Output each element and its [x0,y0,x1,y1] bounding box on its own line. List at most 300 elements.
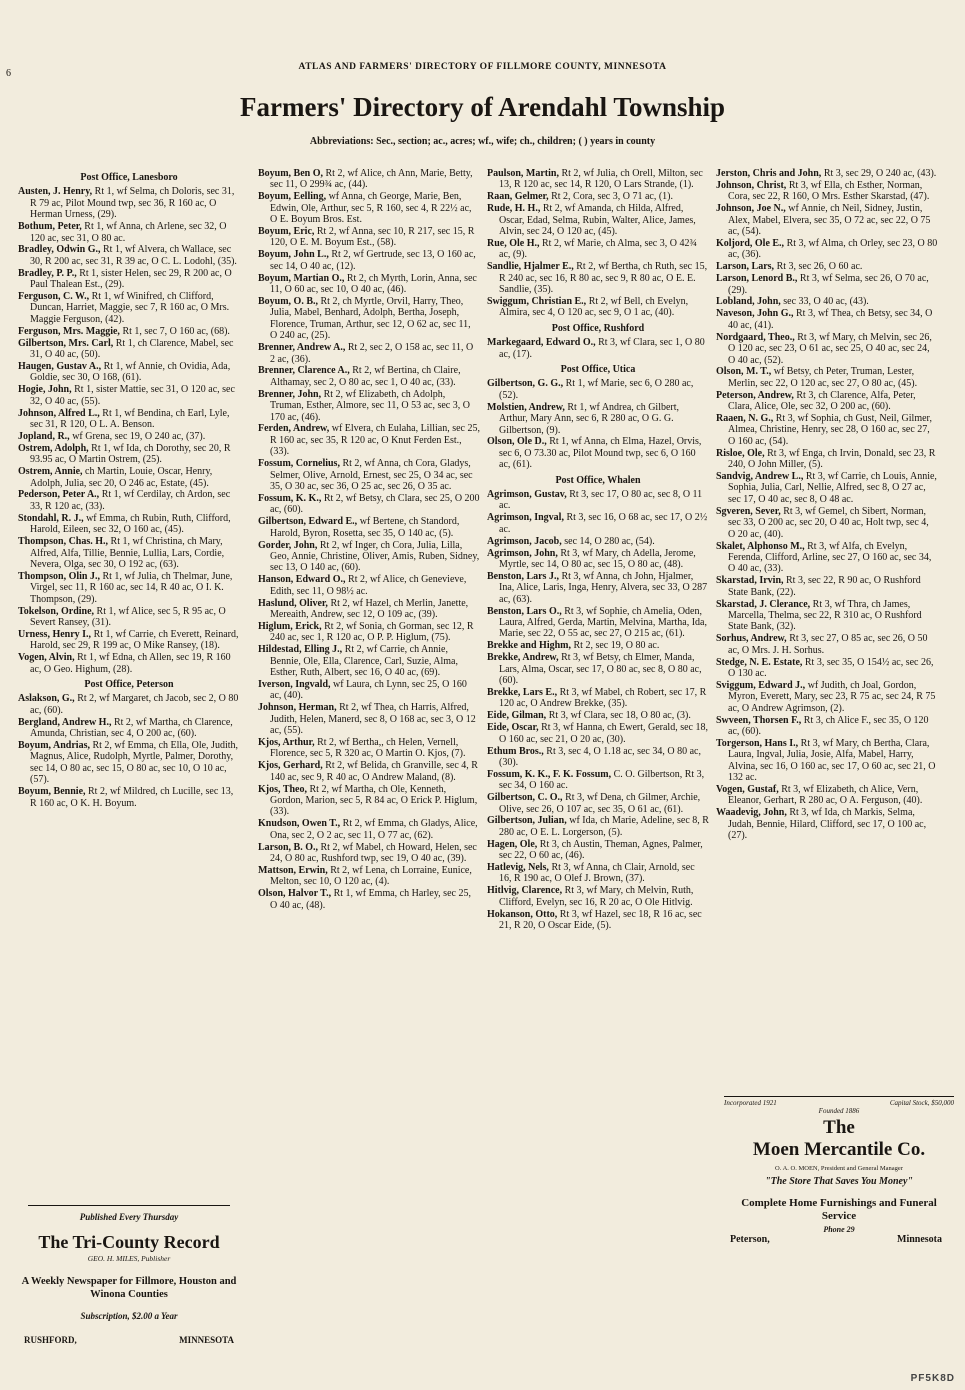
entry-details: Rt 2, wf Emma, ch Gladys, Alice, Ona, sec 2, O 2 ac, sec 11, O 77 ac, (62). [270,818,478,841]
entry-details: Rt 3, wf Sophia, ch Gust, Neil, Gilmer, Almea, Christine, Henry, sec 28, O 160 ac, sec 27, O 160 ac, (54). [728,413,932,447]
directory-entry [487,168,709,191]
entry-name: Rue, Ole H., [487,237,540,249]
entry-name: Gilbertson, Julian, [487,815,567,827]
entry-details: Rt 2, wf Julia, ch Orell, Milton, sec 13, R 120 ac, sec 14, R 120, O Lars Strande, (1). [499,168,703,191]
entry-name: Ferguson, Mrs. Maggie, [18,325,120,337]
entry-name: Boyum, Bennie, [18,786,86,798]
entry-details: Rt 1, wf Marie, sec 6, O 280 ac, (52). [499,378,694,401]
entry-details: Rt 2, wf Bertha,, ch Helen, Vernell, Florence, sec 5, R 320 ac, O Martin O. Kjos, (7). [270,736,466,760]
entry-details: Rt 3, wf Hazel, sec 18, R 16 ac, sec 21, R 20, O Oscar Eide, (5). [499,908,702,932]
entry-name: Fossum, K. K., F. K. Fossum, [487,768,612,780]
entry-details: Rt 2, wf Mabel, ch Howard, Helen, sec 24, O 80 ac, Rushford twp, sec 19, O 40 ac, (39). [270,841,477,864]
entry-name: Thompson, Olin J., [18,570,100,582]
ad-phone: Phone 29 [823,1225,855,1234]
entry-name: Brenner, Clarence A., [258,365,350,377]
entry-details: Rt 3, wf Ida, ch Markis, Selma, Judah, Bennie, Hilard, Clifford, sec 17, O 100 ac, (27). [728,807,927,842]
entry-details: Rt 1, sister Mattie, sec 31, O 120 ac, sec 32, O 40 ac, (55). [30,384,235,407]
directory-entry [18,408,240,431]
entry-name: Larson, Lars, [716,261,775,273]
entry-details: wf Anna, ch George, Marie, Ben, Edwin, Ole, Arthur, sec 5, R 160, sec 4, R 22½ ac, O E. Boyum Bros. Est. [270,191,472,226]
entry-details: Rt 3, sec 27, O 85 ac, sec 26, O 50 ac, O Mrs. J. H. Sorhus. [728,633,928,656]
directory-entry [18,489,240,512]
entry-details: Rt 1, ch Clarence, Mabel, sec 31, O 40 ac, (50). [30,337,234,361]
directory-entry [487,640,709,651]
directory-entry [258,818,480,841]
entry-name: Brenner, Andrew A., [258,342,346,354]
directory-entry [487,909,709,932]
entry-name: Bergland, Andrew H., [18,716,112,728]
post-office-heading: Post Office, Utica [560,364,636,375]
entry-name: Koljord, Ole E., [716,237,785,249]
ad-meta-line [724,1099,954,1107]
entry-name: Boyum, John L., [258,249,329,261]
entry-name: Markegaard, Edward O., [487,337,596,349]
entry-details: Rt 3, ch Alice F., sec 35, O 120 ac, (60). [728,714,929,737]
entry-details: Rt 3, wf Clara, sec 18, O 80 ac, (3). [546,710,691,722]
directory-entry [716,680,938,714]
entry-name: Ferden, Andrew, [258,423,330,435]
entry-details: Rt 2, wf Bertha, ch Ruth, sec 15, R 240 ac, sec 16, R 80 ac, sec 9, R 80 ac, O E. E. Sandlie, (35). [499,261,708,296]
entry-name: Johnson, Alfred L., [18,407,100,419]
entry-name: Rude, H. H., [487,203,541,215]
directory-entry [18,244,240,267]
entry-name: Hagen, Ole, [487,838,538,850]
directory-entry [487,296,709,319]
entry-name: Kjos, Gerhard, [258,760,323,772]
entry-details: Rt 3, sec 4, O 1.18 ac, sec 34, O 80 ac, (30). [499,745,701,768]
directory-column-2 [258,168,480,1338]
entry-details: ch Martin, Louie, Oscar, Henry, Adolph, Julia, sec 20, O 246 ac, Estate, (45). [30,466,213,489]
ad-incorporated: Incorporated 1921 [724,1099,777,1107]
entry-name: Haugen, Gustav A., [18,361,102,372]
directory-entry [258,516,480,539]
directory-entry [487,687,709,710]
ad-location [18,1335,240,1345]
directory-entry [487,238,709,261]
entry-details: wf Judith, ch Joal, Gordon, Myron, Everett, Mary, sec 23, R 75 ac, sec 24, R 75 ac, O Andrew Agrimson, (2). [728,679,936,714]
directory-entry [716,261,938,272]
entry-name: Knudson, Owen T., [258,818,341,830]
entry-details: Rt 3, wf Betsy, ch Elmer, Manda, Lars, Alma, Oscar, sec 17, O 80 ac, sec 8, O 80 ac, (60). [499,652,702,687]
entry-name: Sorhus, Andrew, [716,633,787,645]
directory-entry [487,261,709,295]
entry-details: Rt 3, wf Mary, ch Adella, Jerome, Myrtle, sec 14, O 80 ac, sec 15, O 80 ac, (48). [499,547,696,570]
directory-entry [258,865,480,888]
directory-entry [18,291,240,325]
entry-name: Aslakson, G., [18,693,75,705]
entry-name: Hitlvig, Clarence, [487,885,563,897]
entry-name: Skalet, Alphonso M., [716,540,805,552]
ad-rule [28,1205,230,1206]
entry-details: wf Elvera, ch Eulaha, Lillian, sec 25, R 160 ac, sec 35, R 120 ac, O Knut Ferden Est., (33). [270,423,480,458]
entry-name: Swiggum, Christian E., [487,295,587,307]
entry-name: Skarstad, J. Clerance, [716,598,811,610]
entry-details: Rt 2, wf Lena, ch Lorraine, Eunice, Melton, sec 10, O 120 ac, (4). [270,864,472,888]
directory-entry [258,249,480,272]
running-head: ATLAS AND FARMERS' DIRECTORY OF FILLMORE COUNTY, MINNESOTA [298,62,667,72]
entry-details: Rt 3, sec 17, O 80 ac, sec 8, O 11 ac. [499,489,703,512]
entry-details: Rt 3, wf Gemel, ch Sibert, Norman, sec 33, O 200 ac, sec 20, O 40 ac, Holt twp, sec 4, O 20 ac, (40). [728,505,929,540]
directory-entry [258,296,480,342]
entry-details: Rt 2, wf Mildred, ch Lucille, sec 13, R 160 ac, O K. H. Boyum. [30,786,234,809]
directory-entry [258,888,480,911]
entry-name: Olson, Halvor T., [258,888,332,900]
directory-entry [18,717,240,740]
directory-entry [258,842,480,865]
directory-entry [487,191,709,202]
entry-name: Pederson, Peter A., [18,489,100,501]
directory-entry [716,471,938,505]
directory-entry [716,715,938,738]
entry-details: Rt 1, wf Ida, ch Dorothy, sec 20, R 93.95 ac, O Martin Ostrem, (25). [30,442,231,466]
directory-entry [716,448,938,471]
directory-entry [258,423,480,457]
directory-entry [716,203,938,237]
directory-entry [487,512,709,535]
ad-firm-name: Moen Mercantile Co. [752,1139,926,1160]
entry-details: Rt 2, wf Bertina, ch Claire, Althamay, sec 2, O 80 ac, sec 1, O 40 ac, (33). [270,365,461,388]
entry-name: Gilbertson, G. G., [487,378,564,390]
entry-details: wf Grena, sec 19, O 240 ac, (37). [69,430,206,442]
entry-name: Boyum, Eelling, [258,191,327,203]
entry-name: Naveson, John G., [716,308,794,320]
directory-entry [487,862,709,885]
entry-name: Bradley, Odwin G., [18,244,101,256]
entry-name: Brekke, Lars E., [487,686,558,698]
entry-details: Rt 1, wf Selma, ch Doloris, sec 31, R 79 ac, Pilot Mound twp, sec 36, R 160 ac, O Herman Urness, (29). [30,186,235,221]
entry-details: Rt 1, wf Alvera, ch Wallace, sec 30, R 200 ac, sec 31, R 39 ac, O C. L. Lodohl, (35). [30,244,237,267]
moen-mercantile-ad [724,1096,954,1245]
entry-name: Boyum, Ben O, [258,168,324,179]
page-title: Farmers' Directory of Arendahl Township [239,92,725,122]
directory-entry [258,679,480,702]
directory-entry [18,268,240,291]
entry-details: Rt 3, ch Austin, Theman, Agnes, Palmer, sec 22, O 60 ac, (46). [499,838,703,862]
entry-name: Olson, Ole D., [487,436,547,448]
directory-entry [258,342,480,365]
directory-column-1 [18,168,240,1338]
entry-details: wf Bertene, ch Standord, Harold, Byron, Rosetta, sec 35, O 140 ac, (5). [270,516,460,539]
entry-details: Rt 2, wf Alice, ch Genevieve, Edith, sec 11, O 98½ ac. [270,574,467,597]
entry-details: Rt 3, wf Ella, ch Esther, Norman, Cora, sec 22, R 160, O Mrs. Esther Skarstad, (47). [728,179,930,203]
entry-details: wf Annie, ch Neil, Sidney, Justin, Alex, Mabel, Elvera, sec 35, O 72 ac, sec 22, O 75 ac, (54). [728,203,931,238]
entry-name: Tokelson, Ordine, [18,605,95,617]
entry-details: Rt 3, wf Selma, sec 26, O 70 ac, (29). [728,273,929,296]
directory-entry [716,180,938,203]
entry-details: Rt 2, wf Inger, ch Cora, Julia, Lilla, Geo, Annie, Christine, Oliver, Amis, Ruben, Sidney, sec 13, O 140 ac, (60). [270,539,480,574]
entry-details: Rt 1, wf Carrie, ch Everett, Reinard, Harold, sec 29, R 199 ac, O Mike Ransey, (18). [30,628,239,652]
entry-name: Eide, Gilman, [487,710,547,722]
directory-entry [258,702,480,736]
entry-name: Larson, B. O., [258,841,319,853]
directory-entry [716,273,938,296]
entry-name: Sviggum, Edward J., [716,679,806,691]
entry-details: Rt 2, Cora, sec 3, O 71 ac, (1). [548,191,673,203]
directory-entry [716,657,938,680]
directory-entry [487,489,709,512]
entry-name: Agrimson, Ingval, [487,512,564,524]
directory-entry [716,238,938,261]
directory-entry [487,769,709,792]
page-number: 6 [6,68,11,79]
entry-name: Hanson, Edward O., [258,574,346,586]
entry-name: Agrimson, Jacob, [487,535,562,547]
entry-name: Waadevig, John, [716,807,787,819]
entry-details: Rt 2, wf Martha, ch Clarence, Amunda, Christian, sec 4, O 200 ac, (60). [30,716,233,740]
entry-name: Johnson, Herman, [258,702,337,714]
directory-entry [716,633,938,656]
directory-entry [487,839,709,862]
directory-entry [258,273,480,296]
directory-entry [716,784,938,807]
entry-name: Swveen, Thorsen F., [716,714,802,726]
ad-location [724,1234,954,1245]
directory-entry [18,186,240,220]
entry-name: Skarstad, Irvin, [716,575,784,587]
ad-slogan: "The Store That Saves You Money" [765,1176,913,1187]
entry-name: Austen, J. Henry, [18,186,93,198]
entry-name: Agrimson, John, [487,547,558,559]
directory-entry [487,746,709,769]
directory-entry [18,443,240,466]
directory-entry [258,458,480,492]
entry-details: Rt 3, wf Elizabeth, ch Alice, Vern, Eleanor, Gerhart, R 280 ac, O A. Ferguson, (40). [728,784,923,807]
entry-name: Boyum, O. B., [258,295,319,307]
directory-entry [258,737,480,760]
directory-entry [487,792,709,815]
entry-name: Boyum, Martian O., [258,272,345,284]
directory-entry [18,431,240,442]
directory-entry [716,807,938,841]
entry-details: Rt 2, ch Myrtle, Orvil, Harry, Theo, Julia, Mabel, Benhard, Adolph, Bertha, Joseph, Florence, Truman, Arthur, sec 12, O 62 ac, sec 11, O 240 ac, (25). [270,295,471,342]
directory-entry [716,390,938,413]
entry-name: Stondahl, R. J., [18,512,84,524]
entry-details: Rt 2, wf Thea, ch Harris, Alfred, Judith, Helen, Manerd, sec 8, O 168 ac, sec 3, O 12 ac, (55). [270,702,476,736]
entry-name: Hildestad, Elling J., [258,644,343,656]
entry-name: Jerston, Chris and John, [716,168,822,179]
ad-paper-name: The Tri-County Record [38,1232,220,1252]
entry-name: Mattson, Erwin, [258,864,328,876]
entry-name: Raan, Gelmer, [487,191,549,203]
directory-entry [716,296,938,307]
entry-details: Rt 1, wf Christina, ch Mary, Alfred, Alfa, Tillie, Bennie, Lullia, Lars, Cordie, Nevera, Olga, sec 30, O 192 ac, (63). [30,536,225,570]
directory-entry [487,815,709,838]
directory-entry [716,168,938,179]
entry-details: Rt 3, sec 35, O 154½ ac, sec 26, O 130 ac. [728,656,934,679]
entry-name: Hatlevig, Nels, [487,862,549,874]
entry-name: Kjos, Arthur, [258,736,315,748]
entry-name: Lobland, John, [716,296,781,308]
entry-name: Agrimson, Gustav, [487,489,567,501]
ad-furnishings: Complete Home Furnishings and Funeral Service [741,1197,937,1222]
directory-entry [487,606,709,640]
entry-details: sec 14, O 280 ac, (54). [561,535,655,547]
directory-entry [258,191,480,225]
entry-name: Stedge, N. E. Estate, [716,656,803,668]
entry-details: Rt 3, wf Clara, sec 1, O 80 ac, (17). [499,337,705,360]
directory-entry [258,365,480,388]
directory-entry [18,384,240,407]
ad-rule [724,1096,954,1097]
entry-details: Rt 3, wf Mary, ch Melvin, sec 26, O 120 ac, sec 23, O 61 ac, sec 25, O 40 ac, sec 24, O 40 ac, (52). [728,331,932,366]
directory-column-3 [487,168,709,1338]
ad-published-line: Published Every Thursday [79,1212,179,1222]
directory-entry [716,413,938,447]
entry-name: Sandlie, Hjalmer E., [487,261,574,273]
directory-entry [487,378,709,401]
entry-details: Rt 3, wf Hanna, ch Ewert, Gerald, sec 18, O 160 ac, sec 21, O 20 ac, (30). [499,722,708,745]
entry-details: Rt 2, sec 2, O 158 ac, sec 11, O 2 ac, (36). [270,342,474,365]
entry-name: Sgveren, Sever, [716,505,781,517]
post-office-heading: Post Office, Lanesboro [80,172,178,183]
ad-city: Peterson, [730,1234,770,1245]
directory-entry [258,760,480,783]
ad-city: RUSHFORD, [24,1335,77,1345]
entry-details: Rt 2, sec 19, O 80 ac. [571,640,660,652]
entry-details: Rt 3, wf Mabel, ch Robert, sec 17, R 120 ac, O Andrew Brekke, (35). [499,686,707,710]
entry-name: Johnson, Joe N., [716,203,786,215]
entry-details: Rt 2, ch Myrth, Lorin, Anna, sec 11, O 60 ac, sec 10, O 40 ac, (46). [270,272,477,296]
entry-details: Rt 1, wf Anna, ch Elma, Hazel, Orvis, sec 6, O 73.30 ac, Pilot Mound twp, sec 6, O 160 ac, (61). [499,436,702,471]
entry-name: Hokanson, Otto, [487,908,558,920]
entry-details: Rt 2, wf Marie, ch Alma, sec 3, O 42¾ ac, (9). [499,237,697,261]
directory-entry [487,722,709,745]
entry-name: Boyum, Andrias, [18,740,90,751]
entry-details: Rt 2, wf Gertrude, sec 13, O 160 ac, sec 14, O 40 ac, (12). [270,249,476,272]
entry-name: Olson, M. T., [716,366,772,378]
directory-entry [487,536,709,547]
entry-name: Haslund, Oliver, [258,597,328,609]
ad-weekly-line: A Weekly Newspaper for Fillmore, Houston and Winona Counties [21,1276,237,1300]
entry-name: Higlum, Erick, [258,620,322,632]
entry-details: Rt 2, wf Carrie, ch Annie, Bennie, Ole, Ella, Clarence, Carl, Suzie, Alma, Esther, Ruth, Albert, sec 16, O 40 ac, (69). [270,644,458,678]
entry-name: Johnson, Christ, [716,179,787,191]
entry-details: Rt 3, wf Thra, ch James, Marcella, Thelma, sec 22, R 310 ac, O Rushford State Bank, (32). [728,598,922,633]
catalog-id: PF5K8D [910,1373,955,1384]
entry-details: Rt 2, wf Elizabeth, ch Adolph, Truman, Esther, Almore, sec 11, O 53 ac, sec 3, O 170 ac, (46). [270,388,470,423]
entry-details: Rt 3, wf Sophie, ch Amelia, Oden, Laura, Alfred, Gerda, Martin, Melvina, Martha, Ida, Marie, sec 22, O 55 ac, sec 27, O 215 ac, (61). [499,605,707,640]
directory-entry [716,366,938,389]
entry-name: Sandvig, Andrew L., [716,471,804,483]
directory-entry [716,575,938,598]
directory-entry [18,571,240,605]
entry-details: Rt 3, wf Thea, ch Betsy, sec 34, O 40 ac, (41). [728,308,933,331]
directory-entry [18,629,240,652]
entry-details: Rt 2, wf Martha, ch Ole, Kenneth, Gordon, Marion, sec 5, R 84 ac, O Erick P. Higlum, (33). [270,783,478,818]
directory-entry [18,786,240,809]
directory-entry [258,574,480,597]
entry-name: Benston, Lars J., [487,570,559,582]
directory-entry [18,740,240,786]
entry-details: Rt 3, wf Mary, ch Melvin, Ruth, Clifford, Evelyn, sec 16, R 20 ac, O Ole Hitlvig. [499,885,694,908]
directory-entry [258,598,480,621]
entry-name: Kjos, Theo, [258,783,307,795]
directory-entry [258,168,480,191]
entry-details: Rt 1, wf Alice, sec 5, R 95 ac, O Severt Ransey, (31). [30,605,226,628]
directory-entry [716,738,938,784]
entry-name: Brekke and Highm, [487,640,571,652]
directory-entry [487,571,709,605]
entry-name: Brekke, Andrew, [487,652,559,664]
directory-entry [716,308,938,331]
directory-entry [18,361,240,384]
entry-name: Boyum, Eric, [258,226,315,238]
entry-details: Rt 3, sec 26, O 60 ac. [774,261,863,273]
entry-details: Rt 1, wf Andrea, ch Gilbert, Arthur, Mary Ann, sec 6, R 280 ac, O G. G. Gilbertson, (9). [499,401,680,436]
entry-name: Paulson, Martin, [487,168,559,179]
entry-details: Rt 2, wf Amanda, ch Hilda, Alfred, Oscar, Edad, Selma, Rubin, Walter, Alice, James, Alvin, sec 24, O 120 ac, (45). [499,203,696,238]
entry-name: Risloe, Ole, [716,447,765,459]
entry-details: Rt 1, wf Annie, ch Ovidia, Ada, Goldie, sec 30, O 168, (61). [30,361,231,384]
directory-entry [258,389,480,423]
entry-name: Ostrem, Adolph, [18,442,89,454]
entry-name: Fossum, K. K., [258,492,322,504]
entry-name: Vogen, Gustaf, [716,784,779,796]
post-office-heading: Post Office, Whalen [555,474,641,486]
entry-details: Rt 2, wf Anna, ch Cora, Gladys, Selmer, Olive, Arnold, Ernest, sec 25, O 34 ac, sec 35, O 30 ac, sec 36, O 25 ac, sec 26, O 35 ac. [270,458,473,492]
entry-name: Gilbertson, Edward E., [258,516,358,528]
entry-name: Molstien, Andrew, [487,401,565,413]
directory-entry [487,710,709,721]
entry-details: Rt 2, wf Sonia, ch Gorman, sec 12, R 240 ac, sec 1, R 120 ac, O P. P. Higlum, (75). [270,620,474,644]
entry-name: Ethum Bros., [487,745,544,757]
directory-entry [716,541,938,575]
entry-name: Raaen, N. G., [716,413,774,425]
ad-state: MINNESOTA [179,1335,234,1345]
entry-details: Rt 1, wf Julia, ch Thelmar, June, Virgel, sec 11, R 160 ac, sec 14, R 40 ac, O I. K. Thompson, (29). [30,570,233,605]
directory-entry [18,652,240,675]
entry-details: Rt 2, wf Belida, ch Granville, sec 4, R 140 ac, sec 9, R 40 ac, O Andrew Maland, (8). [270,760,478,783]
directory-entry [258,540,480,574]
entry-details: Rt 3, wf Mary, ch Bertha, Clara, Laura, Ingval, Julia, Josie, Alfa, Mabel, Harry, Alvina, sec 16, O 160 ac, sec 17, O 60 ac, sec 21, O 132 ac. [728,737,936,784]
directory-entry [487,203,709,237]
directory-entry [258,226,480,249]
entry-name: Vogen, Alvin, [18,652,75,664]
entry-details: Rt 1, wf Anna, ch Arlene, sec 32, O 120 ac, sec 31, O 80 ac. [30,221,227,244]
entry-name: Brenner, John, [258,388,322,400]
entry-details: Rt 3, sec 16, O 68 ac, sec 17, O 2½ ac. [499,512,708,535]
entry-details: wf Emma, ch Rubin, Ruth, Clifford, Harold, Eileen, sec 32, O 160 ac, (45). [30,512,231,536]
ad-state: Minnesota [897,1234,942,1245]
entry-details: wf Ida, ch Marie, Adeline, sec 8, R 280 ac, O E. L. Lorgerson, (5). [499,815,709,838]
entry-name: Thompson, Chas. H., [18,536,109,548]
directory-entry [18,338,240,361]
entry-details: C. O. Gilbertson, Rt 3, sec 34, O 160 ac. [499,768,705,792]
entry-details: sec 33, O 40 ac, (43). [780,296,869,308]
entry-details: Rt 3, wf Alma, ch Orley, sec 23, O 80 ac, (36). [728,237,938,261]
entry-name: Bothum, Peter, [18,221,82,233]
entry-name: Larson, Lenord B., [716,273,798,285]
entry-name: Jopland, R., [18,430,70,442]
directory-entry [487,436,709,470]
directory-entry [258,621,480,644]
entry-name: Nordgaard, Theo., [716,331,795,343]
entry-details: Rt 3, sec 29, O 240 ac, (43). [821,168,937,179]
entry-details: Rt 3, ch Clarence, Alfa, Peter, Clara, Alice, Ole, sec 32, O 200 ac, (60). [728,389,916,413]
tri-county-record-ad [18,1205,240,1345]
directory-entry [487,652,709,686]
entry-details: Rt 3, wf Anna, ch Clair, Arnold, sec 16, R 190 ac, O Olef J. Brown, (37). [499,862,695,885]
ad-manager: O. A. O. MOEN, President and General Manager [775,1165,903,1172]
directory-entry [18,466,240,489]
directory-entry [487,885,709,908]
entry-details: wf Laura, ch Lynn, sec 25, O 160 ac, (40). [270,678,467,702]
entry-name: Bradley, P. P., [18,267,77,279]
directory-entry [487,402,709,436]
entry-name: Eide, Oscar, [487,722,539,734]
entry-name: Benston, Lars O., [487,605,562,617]
entry-details: Rt 3, wf Dena, ch Gilmer, Archie, Olive, sec 26, O 107 ac, sec 35, O 61 ac, (61). [499,792,701,815]
